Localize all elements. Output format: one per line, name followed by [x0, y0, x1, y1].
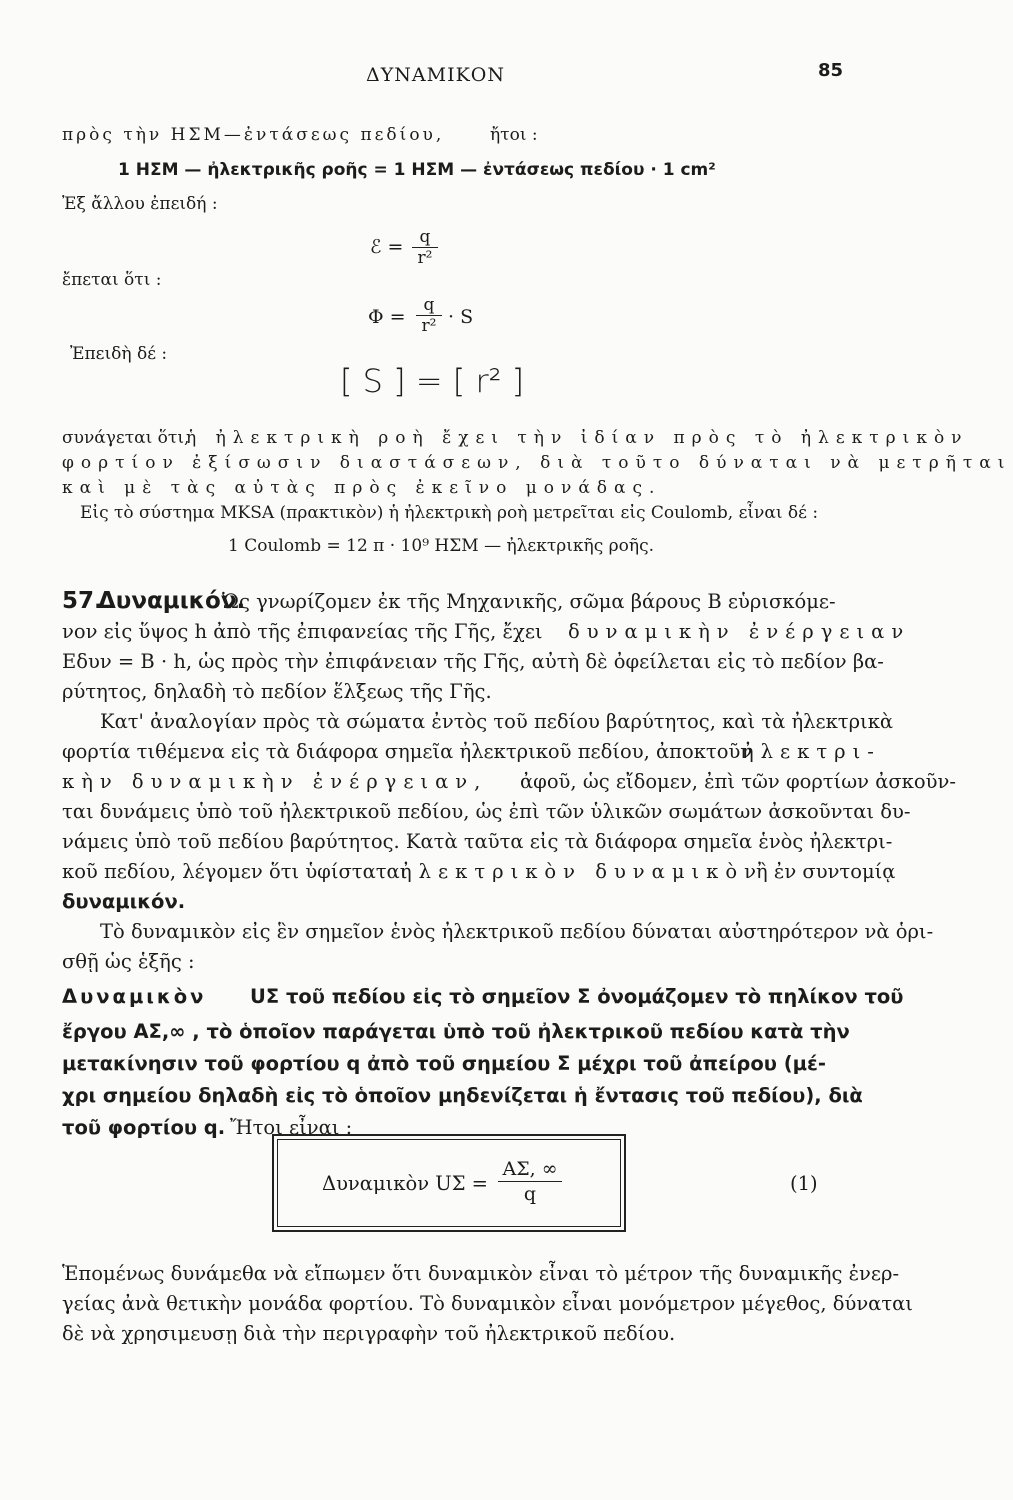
eq-field-lhs: ℰ = [370, 236, 404, 258]
definition-term: Δυναμικὸν [62, 985, 207, 1008]
para2-spaced-b: κὴν δυναμικὴν ἐνέργειαν, [62, 770, 488, 793]
equation-label: (1) [790, 1172, 818, 1195]
para4-line3: δὲ νὰ χρησιμευσῃ διὰ τὴν περιγραφὴν τοῦ ἠλεκτρικοῦ πεδίου. [62, 1322, 676, 1345]
eq-flux-den: r² [421, 316, 437, 336]
eq-field-den: r² [417, 248, 433, 268]
para1-line2: νον εἰς ὕψος h ἀπὸ τῆς ἐπιφανείας τῆς Γῆς, ἔχει [62, 620, 543, 643]
section-title: Δυναμικόν. [98, 588, 246, 614]
text-ex-allou: Ἐξ ἄλλου ἐπειδή : [62, 194, 218, 214]
para2-line5: νάμεις ὑπὸ τοῦ πεδίου βαρύτητος. Κατὰ ταῦτα εἰς τὰ διάφορα σημεῖα ἑνὸς ἠλεκτρι- [62, 830, 893, 853]
spaced-line-1a: συνάγεται ὅτι, [62, 428, 190, 448]
boxed-eq-lhs: Δυναμικὸν UΣ = [322, 1172, 489, 1195]
para1-line1: Ὡς γνωρίζομεν ἐκ τῆς Μηχανικῆς, σῶμα βάρους Β εὑρισκόμε- [222, 590, 836, 613]
eq-flux-rhs: · S [448, 306, 474, 328]
eq-flux-lhs: Φ = [368, 306, 406, 328]
section-number: 57. [62, 588, 103, 614]
definition-line5-end: Ἤτοι εἶναι : [230, 1116, 353, 1139]
definition-line4: χρι σημείου δηλαδὴ εἰς τὸ ὁποῖον μηδενίζεται ἡ ἔντασις τοῦ πεδίου), διὰ [62, 1084, 863, 1107]
boxed-eq-fraction [498, 1158, 562, 1205]
para3-line1: Τὸ δυναμικὸν εἰς ἓν σημεῖον ἑνὸς ἠλεκτρικοῦ πεδίου δύναται αὐστηρότερον νὰ ὁρι- [100, 920, 934, 943]
coulomb-equation: 1 Coulomb = 12 π · 10⁹ ΗΣΜ — ἠλεκτρικῆς ροῆς. [228, 536, 654, 556]
eq-dimensions: [ S ] = [ r² ] [340, 362, 525, 400]
spaced-line-1b: ἡ ἠλεκτρικὴ ροὴ ἔχει τὴν ἰδίαν πρὸς τὸ ἠλεκτρικὸν [186, 428, 969, 448]
para4-line1: Ἑπομένως δυνάμεθα νὰ εἴπωμεν ὅτι δυναμικὸν εἶναι τὸ μέτρον τῆς δυναμικῆς ἐνερ- [62, 1262, 900, 1285]
para2-line3-end: ἀφοῦ, ὡς εἴδομεν, ἐπὶ τῶν φορτίων ἀσκοῦν- [520, 770, 956, 793]
text-epeidi: Ἐπειδὴ δέ : [70, 344, 168, 364]
definition-line5: τοῦ φορτίου q. [62, 1116, 226, 1139]
boxed-eq-den: q [523, 1183, 537, 1205]
spaced-line-2: φορτίον ἐξίσωσιν διαστάσεων, διὰ τοῦτο δύναται νὰ μετρῆται [62, 453, 1012, 473]
para1-line3: Eδυν = B · h, ὡς πρὸς τὴν ἐπιφάνειαν τῆς Γῆς, αὐτὴ δὲ ὀφείλεται εἰς τὸ πεδίον βα- [62, 650, 884, 673]
running-header: ΔΥΝΑΜΙΚΟΝ [366, 64, 505, 86]
intro-line-end: ἤτοι : [490, 125, 538, 145]
para2-spaced-a: ἠλεκτρι- [742, 740, 881, 763]
para2-line6-end: ἢ ἐν συντομίᾳ [756, 860, 896, 883]
para4-line2: γείας ἀνὰ θετικὴν μονάδα φορτίου. Τὸ δυναμικὸν εἶναι μονόμετρον μέγεθος, δύναται [62, 1292, 913, 1315]
definition-line3: μετακίνησιν τοῦ φορτίου q ἀπὸ τοῦ σημείου Σ μέχρι τοῦ ἀπείρου (μέ- [62, 1052, 826, 1075]
eq-flux-num: q [423, 295, 435, 315]
para2-line6: κοῦ πεδίου, λέγομεν ὅτι ὑφίσταται [62, 860, 408, 883]
definition-line1: UΣ τοῦ πεδίου εἰς τὸ σημεῖον Σ ὀνομάζομεν τὸ πηλίκον τοῦ [250, 985, 904, 1008]
para1-line4: ρύτητος, δηλαδὴ τὸ πεδίον ἕλξεως τῆς Γῆς. [62, 680, 492, 703]
equation-flux-unit: 1 ΗΣΜ — ἠλεκτρικῆς ροῆς = 1 ΗΣΜ — ἐντάσεως πεδίου · 1 cm² [118, 160, 716, 180]
spaced-line-3: καὶ μὲ τὰς αὐτὰς πρὸς ἐκεῖνο μονάδας. [62, 478, 662, 498]
definition-line2: ἔργου AΣ,∞ , τὸ ὁποῖον παράγεται ὑπὸ τοῦ ἠλεκτρικοῦ πεδίου κατὰ τὴν [62, 1020, 850, 1043]
para2-bold-term: δυναμικόν. [62, 890, 186, 913]
eq-field-num: q [419, 227, 431, 247]
para1-spaced-term: δυναμικὴν ἐνέργειαν [568, 620, 911, 643]
page-number: 85 [818, 60, 844, 81]
eq-field-fraction [412, 228, 438, 267]
boxed-eq-num: AΣ, ∞ [502, 1158, 558, 1180]
para2-line1: Κατ' ἀναλογίαν πρὸς τὰ σώματα ἐντὸς τοῦ πεδίου βαρύτητος, καὶ τὰ ἠλεκτρικὰ [100, 710, 894, 733]
para2-line4: ται δυνάμεις ὑπὸ τοῦ ἠλεκτρικοῦ πεδίου, ὡς ἐπὶ τῶν ὑλικῶν σωμάτων ἀσκοῦνται δυ- [62, 800, 911, 823]
mksa-line: Εἰς τὸ σύστημα MKSA (πρακτικὸν) ἡ ἠλεκτρικὴ ροὴ μετρεῖται εἰς Coulomb, εἶναι δέ : [80, 503, 819, 523]
para2-line2: φορτία τιθέμενα εἰς τὰ διάφορα σημεῖα ἠλεκτρικοῦ πεδίου, ἀποκτοῦν [62, 740, 753, 763]
para2-spaced-c: ἠλεκτρικὸν δυναμικὸν [400, 860, 763, 883]
intro-line: πρὸς τὴν ΗΣΜ—ἐντάσεως πεδίου, [62, 125, 445, 145]
text-epetai: ἔπεται ὅτι : [62, 270, 162, 290]
para3-line2: σθῇ ὡς ἑξῆς : [62, 950, 195, 973]
eq-flux-fraction [416, 296, 442, 335]
